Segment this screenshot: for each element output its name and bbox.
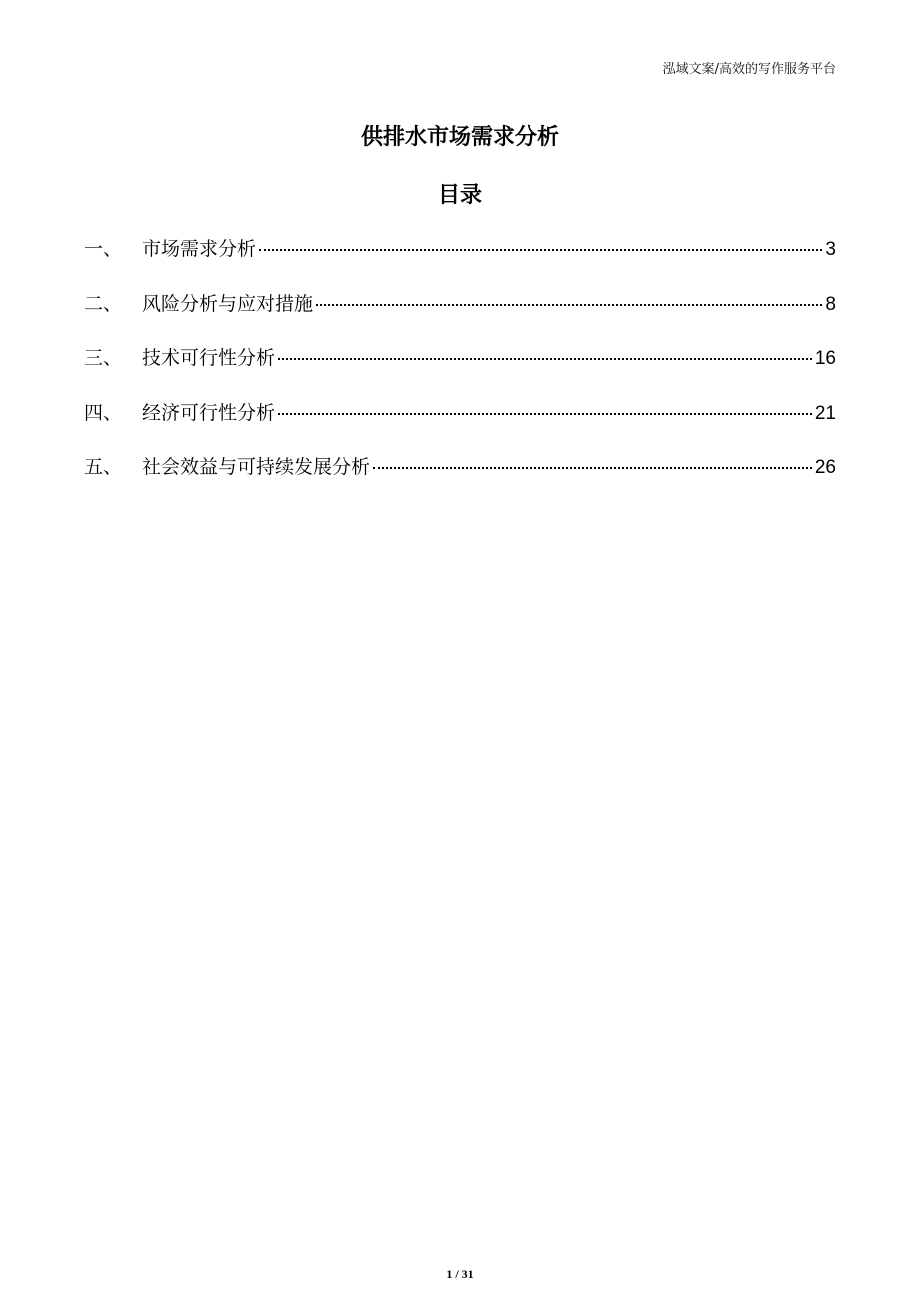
page-header: 泓域文案/高效的写作服务平台 — [662, 62, 836, 77]
toc-entry[interactable] — [84, 452, 836, 507]
toc-entry-number: 三、 — [84, 347, 123, 369]
toc-heading: 目录 — [437, 183, 482, 208]
toc-entry[interactable] — [84, 343, 836, 398]
toc-entry-label: 风险分析与应对措施 — [142, 292, 314, 315]
toc-entry-page: 8 — [825, 293, 836, 315]
toc-leader-dots — [316, 304, 822, 306]
toc-entry[interactable] — [84, 234, 836, 289]
toc-entry[interactable] — [84, 398, 836, 453]
toc-entry-number: 四、 — [84, 401, 123, 424]
toc-entry-page: 26 — [814, 457, 836, 478]
toc-leader-dots — [278, 413, 812, 415]
table-of-contents — [84, 234, 836, 507]
toc-entry-page: 3 — [825, 239, 836, 260]
toc-entry-label: 社会效益与可持续发展分析 — [142, 456, 371, 478]
toc-entry[interactable] — [84, 289, 836, 344]
toc-entry-number: 一、 — [84, 238, 123, 260]
toc-leader-dots — [259, 249, 822, 251]
toc-entry-page: 16 — [814, 348, 836, 369]
toc-leader-dots — [373, 467, 812, 469]
toc-entry-label: 技术可行性分析 — [142, 347, 276, 369]
toc-entry-label: 市场需求分析 — [142, 238, 257, 260]
toc-leader-dots — [278, 358, 812, 360]
toc-entry-label: 经济可行性分析 — [142, 401, 276, 424]
document-title: 供排水市场需求分析 — [360, 125, 559, 150]
toc-entry-page: 21 — [814, 402, 836, 424]
page-number-footer: 1 / 31 — [446, 1267, 474, 1281]
toc-entry-number: 五、 — [84, 456, 123, 478]
toc-entry-number: 二、 — [84, 292, 123, 315]
